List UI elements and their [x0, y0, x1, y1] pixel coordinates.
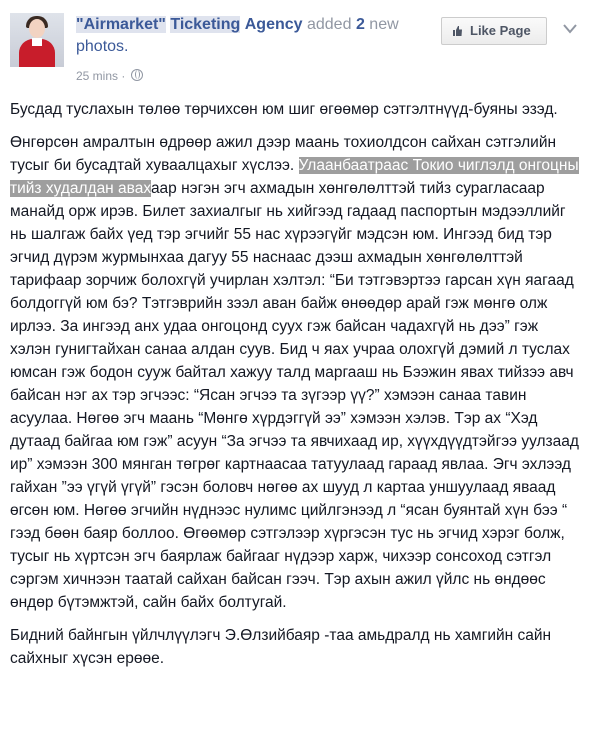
photos-link[interactable]: photos. — [76, 38, 129, 55]
avatar-face — [29, 19, 45, 38]
post-paragraph-1: Бусдад туслахын төлөө төрчихсөн юм шиг өгөөмөр сэтгэлтнүүд-буяны эзэд. — [10, 101, 558, 118]
author-link-part-2[interactable]: Ticketing — [170, 16, 241, 33]
meta-separator: · — [121, 69, 126, 83]
action-tail-text: new — [369, 16, 399, 33]
author-link-part-3[interactable]: Agency — [244, 16, 303, 33]
post-paragraph-3: Бидний байнгын үйлчлүүлэгч Э.Өлзийбаяр -таа амьдралд нь хамгийн сайн сайхныг хүсэн ерөөе. — [10, 627, 552, 667]
avatar-collar — [32, 38, 42, 46]
thumb-up-icon — [453, 26, 462, 36]
photo-count-link[interactable]: 2 — [355, 16, 365, 33]
paragraph-2-rest: аар нэгэн эгч ахмадын хөнгөлөлттэй тийз сурагласаар манайд орж ирэв. Билет захиалгыг нь хийгээд гадаад паспортын мэдээллийг нь шалгаж байх үед тэр эгчийг 55 нас хүрээгүйг мэдсэн юм. Ингээд бид тэр эгчид дүрэм журмынхаа дагуу 55 наснаас дээш ахмадын хөнгөлөлттэй тарифаар зорчиж болохгүй учирлан хэлтэл: “Би тэтгэвэртээ гарсан хүн яагаад болдоггүй юм бэ? Тэтгэврийн зээл аван байж өнөөдөр арай гэж мөнгө олж ирлээ. За ингээд анх удаа онгоцонд суух гэж байсан чадахгүй нь дээ” гэж хэлэн гунигтайхан санаа алдан суув. Бид ч яах учраа олохгүй дэмий л туслах юмсан гэж бодон сууж байтал хажуу талд маргааш нь Бээжин явах тийзээ авч байсан нэг ах тэр эгчээс: “Ясан эгчээ та зүгээр үү?” хэмээн санаа тавин асуулаа. Нөгөө эгч маань “Мөнгө хүрдэггүй ээ” хэмээн хэлэв. Тэр ах “Хэд дутаад байгаа юм гэж” асуун “За эгчээ та явчихаад ир, хүүхдүүдтэйгээ уулзаад ир” хэмээн 300 мянган төгрөг картнаасаа татуулаад гараад явлаа. Эгч эхлээд гайхан ”ээ үгүй үгүй” гэсэн боловч нөгөө ах шууд л картаа уншуулаад яваад өгсөн юм. Нөгөө эгчийн нүднээс нулимс цийлгэнээд л “ясан буянтай хүн бээ “ гээд бөөн баяр боллоо. Өгөөмөр сэтгэлээр хүргэсэн тус нь эгчид хэрэг болж, тусыг нь хүртсэн эгч баярлаж байгааг нүдээр харж, чихээр сонсоход сэтгэл сэргэм хичнээн таатай сайхан байсан гээч. Тэр ахын ажил үйлс нь өндөөс өндөр бүтэмжтэй, сайн байх болтугай. — [10, 180, 579, 611]
chevron-down-icon[interactable] — [563, 24, 577, 34]
globe-icon[interactable] — [131, 69, 143, 81]
like-page-label: Like Page — [470, 23, 531, 38]
timestamp[interactable]: 25 mins — [76, 69, 119, 83]
like-page-button[interactable] — [441, 17, 547, 45]
selected-text: Улаанбаатраас Токио чиглэлд онгоцны тийз худалдан авах — [10, 157, 579, 197]
page-avatar[interactable] — [10, 13, 64, 67]
paragraph-2-start: Өнгөрсөн амралтын өдрөөр ажил дээр маань тохиолдсон сайхан сэтгэлийн тусыг би бусадтай хуваалцахыг хүслээ. — [10, 134, 557, 174]
post-body — [10, 98, 582, 680]
post-header — [10, 10, 580, 90]
author-link-part-1[interactable]: "Airmarket" — [76, 16, 166, 33]
post-meta — [76, 68, 143, 84]
action-text: added — [306, 16, 352, 33]
post-paragraph-2 — [10, 131, 582, 614]
post-title-line — [76, 14, 436, 58]
